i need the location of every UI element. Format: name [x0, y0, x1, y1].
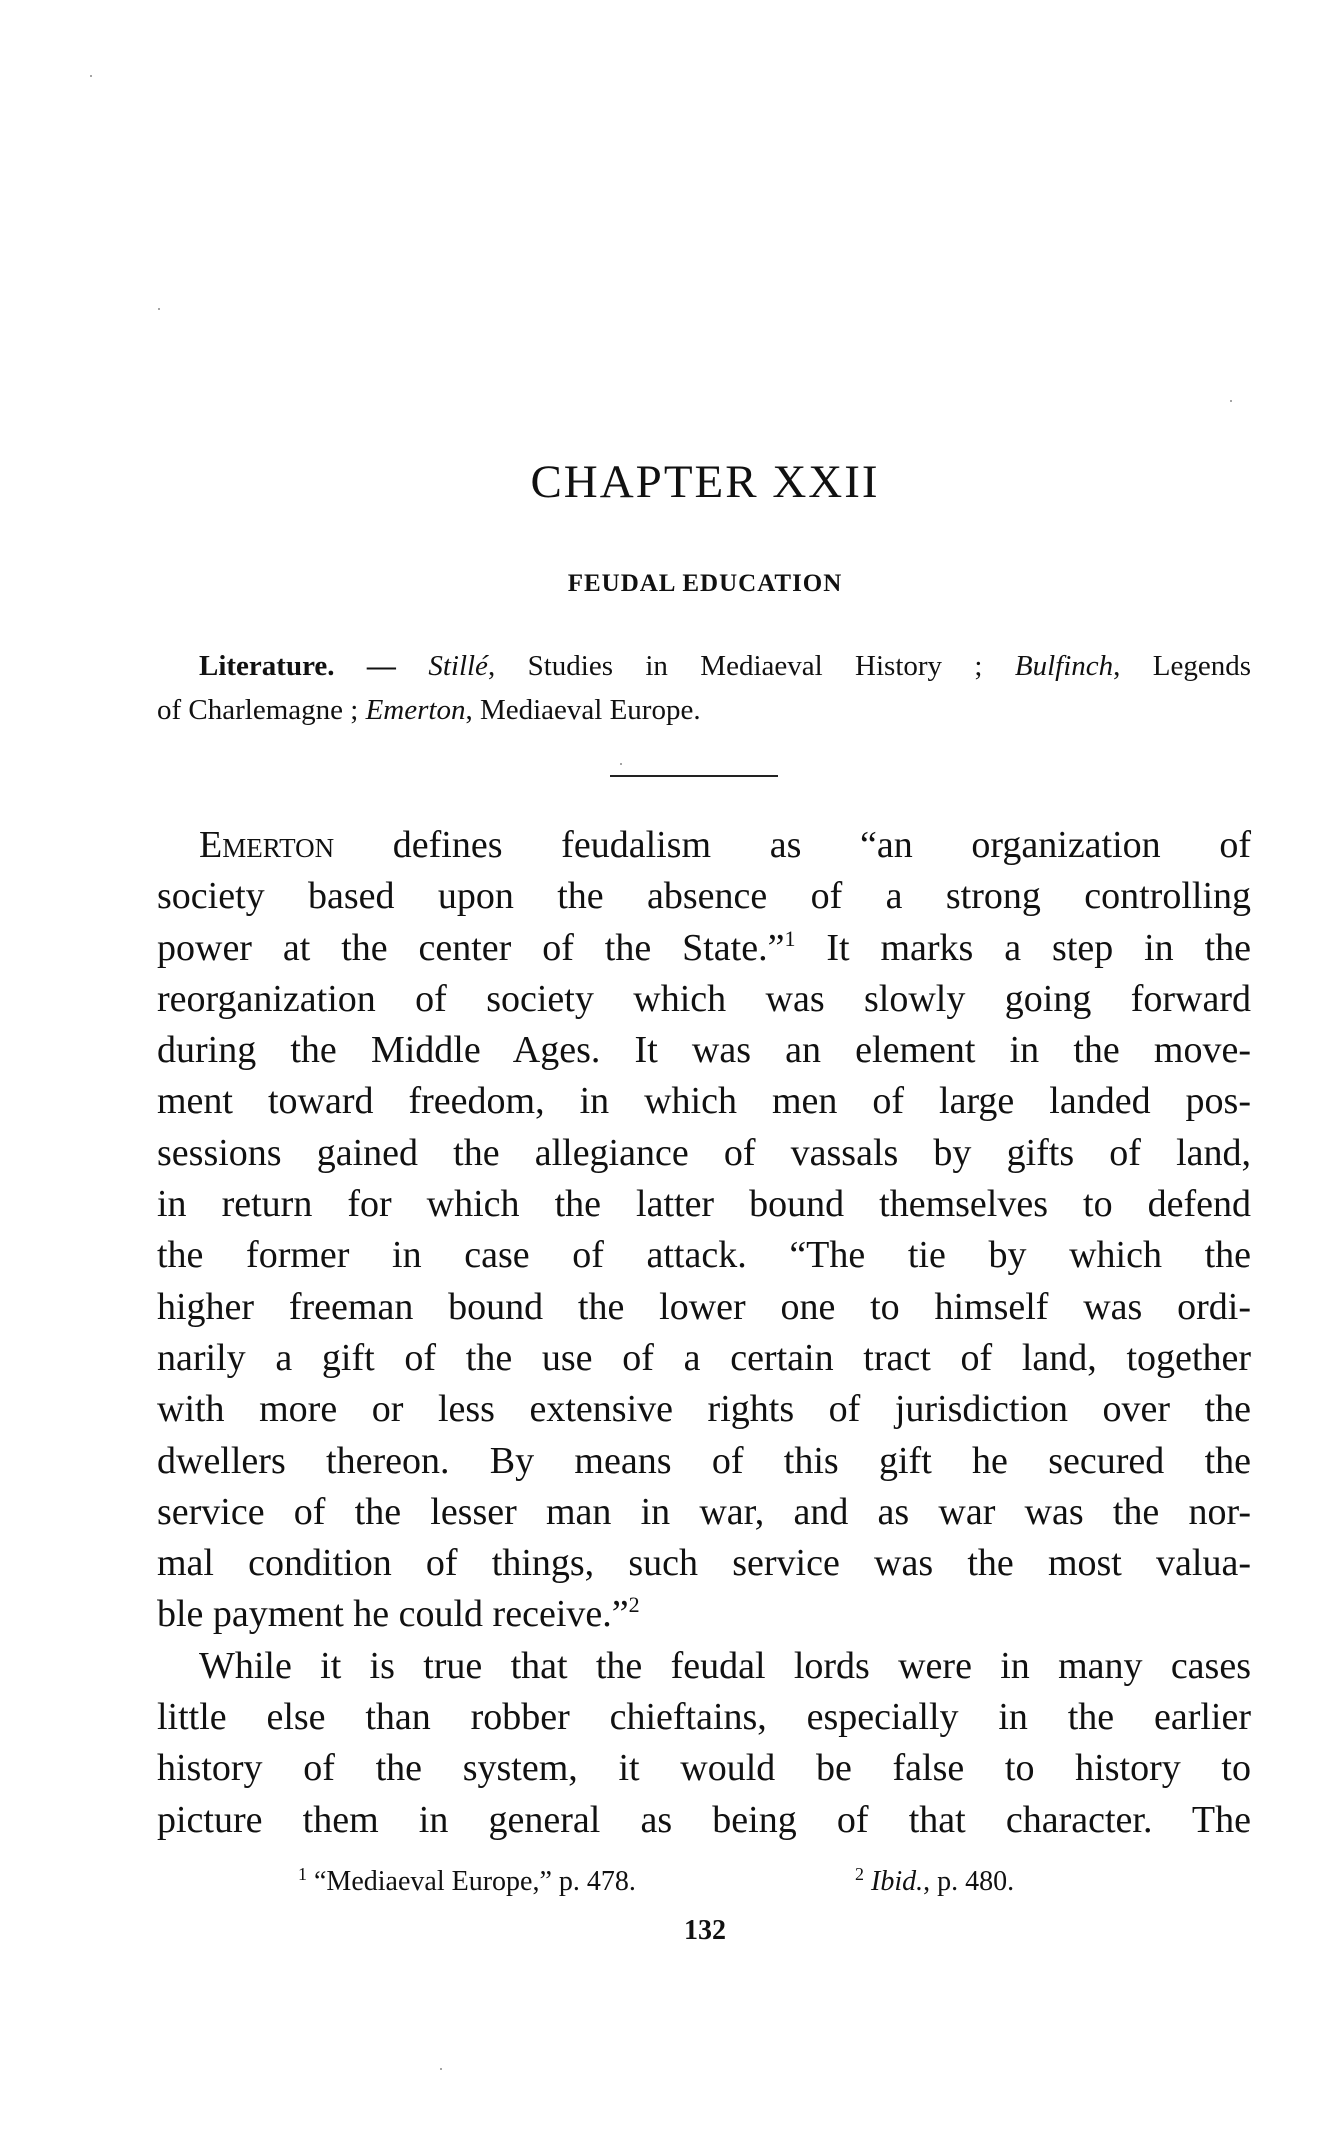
- literature-author: Stillé: [428, 650, 488, 682]
- footnote-text: , p. 480.: [923, 1866, 1015, 1897]
- scan-speck: [440, 2068, 442, 2070]
- text-line: history of the system, it would be false to history to: [157, 1747, 1251, 1790]
- body-text: [157, 820, 1251, 1846]
- literature-author: Bulfinch: [1014, 650, 1114, 682]
- text-line: picture them in general as being of that character. The: [157, 1798, 1251, 1841]
- text-line: mal condition of things, such service was the most valua-: [157, 1542, 1251, 1585]
- text-line: narily a gift of the use of a certain tract of land, together: [157, 1336, 1251, 1379]
- scan-speck: [90, 75, 92, 77]
- text-line: dwellers thereon. By means of this gift he secured the: [157, 1439, 1251, 1482]
- literature-author: Emerton: [365, 694, 466, 726]
- literature-title: Mediaeval Europe.: [479, 694, 701, 726]
- text-line: with more or less extensive rights of jurisdiction over the: [157, 1388, 1251, 1431]
- scan-speck: [158, 308, 160, 310]
- footnote-mark: 1: [298, 1864, 307, 1884]
- footnote-mark: 2: [855, 1864, 864, 1884]
- text-line: little else than robber chieftains, especially in the earlier: [157, 1696, 1251, 1739]
- text-line: society based upon the absence of a strong controlling: [157, 875, 1251, 918]
- text-line: reorganization of society which was slowly going forward: [157, 977, 1251, 1020]
- literature-line-2: of Charlemagne ; Emerton, Mediaeval Europe.: [157, 694, 701, 726]
- text-line: during the Middle Ages. It was an element in the move-: [157, 1029, 1251, 1072]
- text-line: in return for which the latter bound themselves to defend: [157, 1183, 1251, 1226]
- footnote-text: “Mediaeval Europe,” p. 478.: [314, 1866, 636, 1897]
- text-line: ment toward freedom, in which men of large landed pos-: [157, 1080, 1251, 1123]
- chapter-subtitle: FEUDAL EDUCATION: [567, 570, 843, 597]
- footnote-ref: 1: [784, 925, 796, 951]
- footnote-2: [855, 1866, 1014, 1898]
- text: power at the center of the State.”: [157, 926, 785, 969]
- lead-word: Emerton: [199, 824, 335, 866]
- footnote-1: [298, 1866, 636, 1898]
- literature-title: Legends: [1152, 650, 1252, 682]
- literature-label: Literature. —: [199, 650, 396, 682]
- text-line: [157, 923, 1251, 974]
- chapter-title: CHAPTER XXII: [530, 456, 880, 508]
- scan-speck: [1230, 400, 1232, 402]
- text: defines feudalism as “an organization of: [334, 824, 1251, 866]
- text-line: the former in case of attack. “The tie by which the: [157, 1234, 1251, 1277]
- text-line: higher freeman bound the lower one to himself was ordi-: [157, 1285, 1251, 1328]
- text-line: service of the lesser man in war, and as war was the nor-: [157, 1490, 1251, 1533]
- text: ble payment he could receive.”: [157, 1593, 629, 1636]
- text-line: [157, 1589, 1251, 1640]
- literature-title: Studies in Mediaeval History ;: [527, 650, 983, 682]
- text-line: While it is true that the feudal lords were in many cases: [199, 1644, 1251, 1687]
- text: It marks a step in the: [795, 926, 1251, 969]
- text-line: [157, 820, 1251, 871]
- scan-speck: [620, 763, 622, 765]
- literature-title-cont: of Charlemagne ;: [157, 694, 359, 726]
- text-line: sessions gained the allegiance of vassals by gifts of land,: [157, 1131, 1251, 1174]
- footnote-ref: 2: [628, 1592, 640, 1618]
- section-divider: [610, 775, 778, 777]
- page-number: 132: [684, 1915, 726, 1946]
- literature-line-1: Literature. — Stillé, Studies in Mediaeval History ; Bulfinch, Legends: [199, 650, 1252, 682]
- footnote-ibid: Ibid.: [871, 1866, 924, 1897]
